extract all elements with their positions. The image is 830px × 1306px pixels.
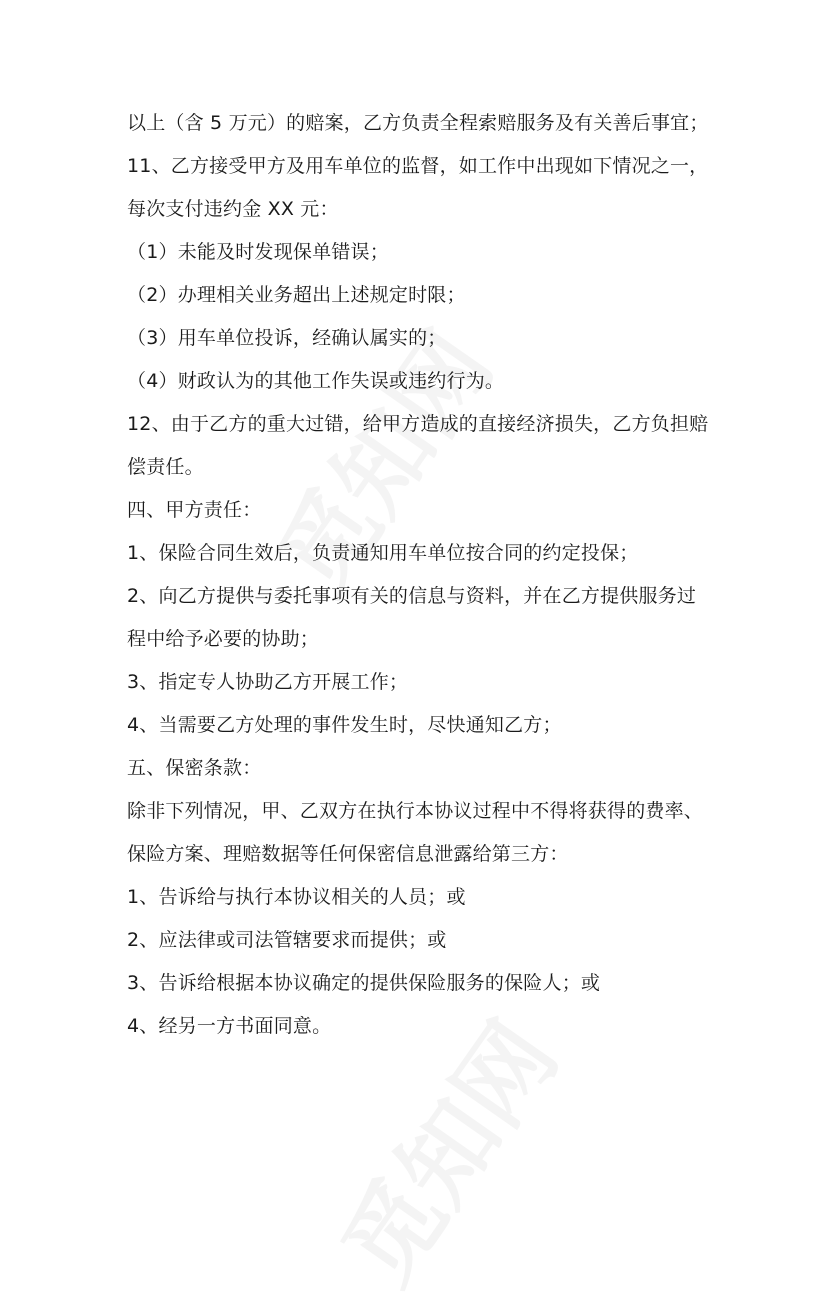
text-line: 3、指定专人协助乙方开展工作； [127,671,409,693]
text-line: 11、乙方接受甲方及用车单位的监督，如工作中出现如下情况之一， [127,155,709,177]
section-heading: 五、保密条款： [127,757,262,779]
text-line: 每次支付违约金 XX 元： [127,198,339,220]
text-line: （2）办理相关业务超出上述规定时限； [127,284,466,306]
text-line: 3、告诉给根据本协议确定的提供保险服务的保险人；或 [127,972,601,994]
text-line: 2、向乙方提供与委托事项有关的信息与资料，并在乙方提供服务过 [127,585,697,607]
text-line: 4、经另一方书面同意。 [127,1015,332,1037]
text-line: （1）未能及时发现保单错误； [127,241,389,263]
section-heading: 四、甲方责任： [127,499,262,521]
text-line: 12、由于乙方的重大过错，给甲方造成的直接经济损失，乙方负担赔 [127,413,709,435]
text-line: 除非下列情况，甲、乙双方在执行本协议过程中不得将获得的费率、 [127,800,704,822]
text-line: 以上（含 5 万元）的赔案，乙方负责全程索赔服务及有关善后事宜； [127,112,709,134]
text-line: 保险方案、理赔数据等任何保密信息泄露给第三方： [127,843,569,865]
text-line: 偿责任。 [127,456,204,478]
text-line: 1、告诉给与执行本协议相关的人员；或 [127,886,466,908]
text-line: 4、当需要乙方处理的事件发生时，尽快通知乙方； [127,714,562,736]
text-line: 1、保险合同生效后，负责通知用车单位按合同的约定投保； [127,542,639,564]
text-line: 2、应法律或司法管辖要求而提供；或 [127,929,447,951]
document-body [127,102,717,1048]
text-line: （3）用车单位投诉，经确认属实的； [127,327,447,349]
text-line: 程中给予必要的协助； [127,628,320,650]
text-line: （4）财政认为的其他工作失误或违约行为。 [127,370,505,392]
